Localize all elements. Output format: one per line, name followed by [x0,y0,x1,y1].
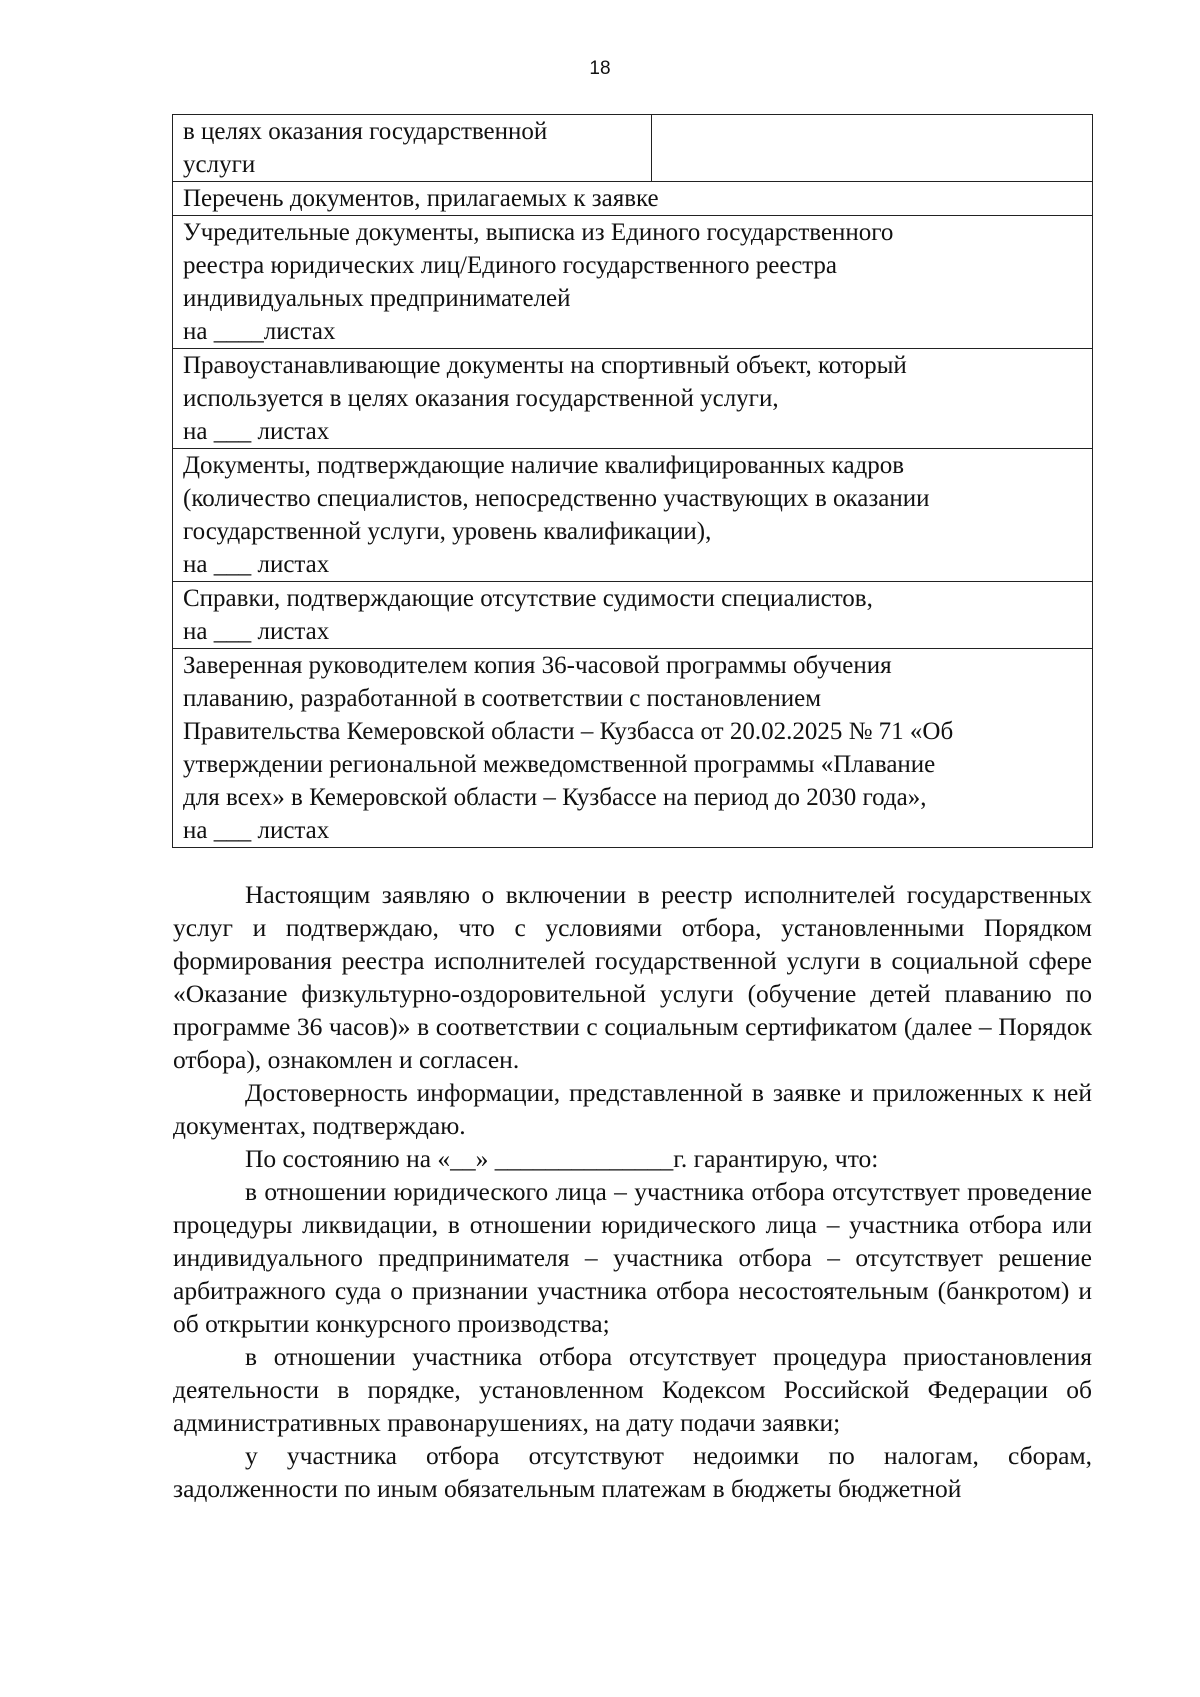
cell-line: используется в целях оказания государственной услуги, [183,385,779,412]
cell-line: Учредительные документы, выписка из Единого государственного [183,219,894,246]
cell-line: на ____листах [183,318,336,345]
reliability-paragraph: Достоверность информации, представленной в заявке и приложенных к ней документах, подтверждаю. [173,1078,1092,1140]
table-row [173,449,1093,582]
cell-line: в целях оказания государственной [183,118,548,145]
table-cell-title-documents [173,349,1093,449]
table-cell-swimming-program-copy [173,649,1093,848]
cell-line: Правоустанавливающие документы на спортивный объект, который [183,352,907,379]
guarantee-date-paragraph: По состоянию на «__» ______________г. гарантирую, что: [245,1144,879,1173]
cell-line: (количество специалистов, непосредственно участвующих в оказании [183,485,930,512]
table-row [173,649,1093,848]
table-row [173,216,1093,349]
table-row [173,115,1093,182]
cell-line: утверждении региональной межведомственной программы «Плавание [183,751,936,778]
documents-table [172,114,1093,848]
cell-line: на ___ листах [183,418,330,445]
cell-line: на ___ листах [183,817,330,844]
cell-line: Справки, подтверждающие отсутствие судимости специалистов, [183,585,873,612]
table-cell-purpose [173,115,652,182]
cell-line: услуги [183,151,256,178]
table-row [173,582,1093,649]
cell-line: на ___ листах [183,618,330,645]
table-row [173,182,1093,216]
table-cell-documents-list-header [173,182,1093,216]
no-suspension-paragraph: в отношении участника отбора отсутствует процедура приостановления деятельности в порядке, установленном Кодексом Российской Федерации об административных правонарушениях, на дату подачи заявки; [173,1342,1092,1437]
cell-line: государственной услуги, уровень квалификации), [183,518,712,545]
table-cell-staff-documents [173,449,1093,582]
cell-line: Правительства Кемеровской области – Кузбасса от 20.02.2025 № 71 «Об [183,718,954,745]
cell-line: индивидуальных предпринимателей [183,285,571,312]
no-arrears-paragraph: у участника отбора отсутствуют недоимки по налогам, сборам, задолженности по иным обязательным платежам в бюджеты бюджетной [173,1441,1092,1503]
declaration-body [173,878,1092,1505]
cell-line: реестра юридических лиц/Единого государственного реестра [183,252,838,279]
cell-line: Заверенная руководителем копия 36-часовой программы обучения [183,652,892,679]
table-cell-empty [652,115,1093,182]
cell-line: для всех» в Кемеровской области – Кузбассе на период до 2030 года», [183,784,927,811]
cell-line: на ___ листах [183,551,330,578]
table-cell-criminal-record-certificates [173,582,1093,649]
page-number: 18 [589,58,611,79]
declaration-paragraph: Настоящим заявляю о включении в реестр исполнителей государственных услуг и подтверждаю, что с условиями отбора, установленными Порядком формирования реестра исполнителей государственной услуги в социальной сфере «Оказание физкультурно-оздоровительной услуги (обучение детей плаванию по программе 36 часов)» в соответствии с социальным сертификатом (далее – Порядок отбора), ознакомлен и согласен. [173,880,1092,1074]
cell-line: Документы, подтверждающие наличие квалифицированных кадров [183,452,905,479]
cell-line: Перечень документов, прилагаемых к заявке [183,185,659,212]
cell-line: плаванию, разработанной в соответствии с постановлением [183,685,822,712]
table-cell-founding-documents [173,216,1093,349]
table-row [173,349,1093,449]
no-liquidation-paragraph: в отношении юридического лица – участника отбора отсутствует проведение процедуры ликвидации, в отношении юридического лица – участника отбора или индивидуального предпринимателя – участника отбора – отсутствует решение арбитражного суда о признании участника отбора несостоятельным (банкротом) и об открытии конкурсного производства; [173,1177,1092,1338]
